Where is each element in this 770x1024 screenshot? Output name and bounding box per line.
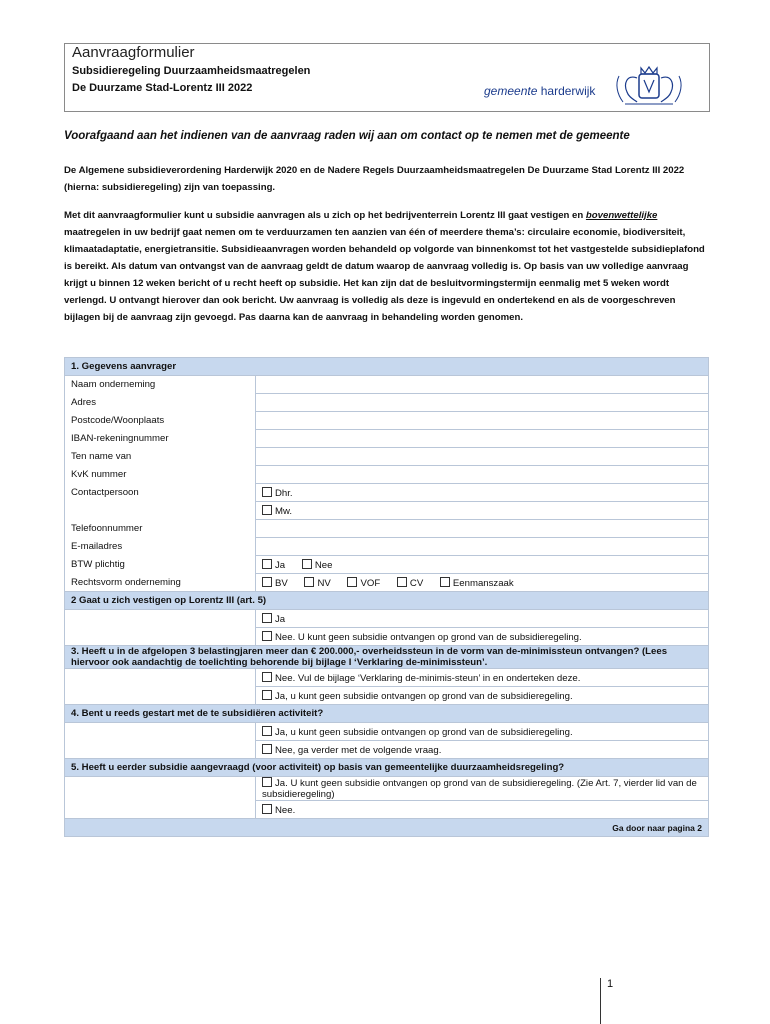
checkbox-icon[interactable] [440,577,450,587]
checkbox-icon[interactable] [347,577,357,587]
checkbox-icon[interactable] [262,613,272,623]
section-3-option-ja[interactable]: Ja, u kunt geen subsidie ontvangen op grond van de subsidieregeling. [256,687,709,705]
email-input[interactable] [256,538,709,556]
intro-paragraph-2: Met dit aanvraagformulier kunt u subsidie aanvragen als u zich op het bedrijventerrein Lorentz III gaat vestigen en bovenwettelijke maatregelen in uw bedrijf gaat nemen om te verduurzamen ten aanzien van één of meerdere thema’s: circulaire economie, biodiversiteit, klimaatadaptatie, energietransitie. Subsidieaanvragen worden behandeld op volgorde van binnenkomst tot het vastgestelde subsidieplafond is bereikt. Als datum van ontvangst van de aanvraag geldt de datum waarop de aanvraag volledig is. Op basis van uw volledige aanvraag krijgt u binnen 12 weken bericht of u recht heeft op subsidie. Het kan zijn dat de besluitvormingstermijn eenmalig met 5 weken wordt verlengd. U ontvangt hierover dan ook bericht. Uw aanvraag is volledig als deze is ingevuld en ondertekend en als de voorgeschreven bijlagen bij de aanvraag zijn gevoegd. Pas daarna kan de aanvraag in behandeling worden genomen. [64,210,705,323]
contact-option-dhr[interactable]: Dhr. [256,484,709,502]
legal-form-nv[interactable]: NV [304,578,330,589]
field-label: Telefoonnummer [65,520,256,538]
postcode-city-input[interactable] [256,412,709,430]
intro-paragraph-1: De Algemene subsidieverordening Harderwijk 2020 en de Nadere Regels Duurzaamheidsmaatregelen De Duurzame Stad Lorentz III 2022 (hierna: subsidieregeling) zijn van toepassing. [64,165,685,193]
section-5-option-ja[interactable]: Ja. U kunt geen subsidie ontvangen op grond van de subsidieregeling. (Zie Art. 7, vierder lid van de subsidieregeling) [256,777,709,801]
legal-form-eenmanszaak[interactable]: Eenmanszaak [440,578,514,589]
iban-input[interactable] [256,430,709,448]
field-label: Naam onderneming [65,376,256,394]
checkbox-icon[interactable] [262,744,272,754]
kvk-number-input[interactable] [256,466,709,484]
municipal-crest-icon [613,64,685,108]
checkbox-icon[interactable] [262,577,272,587]
section-4-heading: 4. Bent u reeds gestart met de te subsidiëren activiteit? [65,705,709,723]
btw-option-ja[interactable]: Ja [262,560,285,571]
continue-note: Ga door naar pagina 2 [65,819,709,837]
account-holder-input[interactable] [256,448,709,466]
checkbox-icon[interactable] [262,559,272,569]
checkbox-icon[interactable] [262,487,272,497]
checkbox-icon[interactable] [262,631,272,641]
phone-input[interactable] [256,520,709,538]
section-2-option-ja[interactable]: Ja [256,610,709,628]
field-label: Rechtsvorm onderneming [65,574,256,592]
field-label: E-mailadres [65,538,256,556]
checkbox-icon[interactable] [262,690,272,700]
contact-option-mw[interactable]: Mw. [256,502,709,520]
municipality-logo-text: gemeente harderwijk [484,84,596,98]
field-label: Adres [65,394,256,412]
field-label: KvK nummer [65,466,256,484]
section-4-option-nee[interactable]: Nee, ga verder met de volgende vraag. [256,741,709,759]
legal-form-cv[interactable]: CV [397,578,423,589]
underlined-term: bovenwettelijke [585,210,658,221]
checkbox-icon[interactable] [262,777,272,787]
section-2-heading: 2 Gaat u zich vestigen op Lorentz III (art. 5) [65,592,709,610]
section-3-heading: 3. Heeft u in de afgelopen 3 belastingjaren meer dan € 200.000,- overheidssteun in de vorm van de-minimissteun ontvangen? (Lees hiervoor ook aandachtig de toelichting behorende bij bijlage I ‘Verklaring de-minimissteun’. [65,646,709,669]
field-label: BTW plichtig [65,556,256,574]
btw-options [256,556,709,574]
form-subtitle: Subsidieregeling Duurzaamheidsmaatregelen [72,65,311,77]
page-number: 1 [600,978,613,1024]
address-input[interactable] [256,394,709,412]
checkbox-icon[interactable] [397,577,407,587]
header-box [64,43,710,112]
checkbox-icon[interactable] [262,505,272,515]
checkbox-icon[interactable] [304,577,314,587]
checkbox-icon[interactable] [302,559,312,569]
checkbox-icon[interactable] [262,672,272,682]
section-5-heading: 5. Heeft u eerder subsidie aangevraagd (voor activiteit) op basis van gemeentelijke duurzaamheidsregeling? [65,759,709,777]
form-subtitle-project: De Duurzame Stad-Lorentz III 2022 [72,82,253,94]
section-3-option-nee[interactable]: Nee. Vul de bijlage ‘Verklaring de-minimis-steun’ in en onderteken deze. [256,669,709,687]
legal-form-vof[interactable]: VOF [347,578,380,589]
section-4-option-ja[interactable]: Ja, u kunt geen subsidie ontvangen op grond van de subsidieregeling. [256,723,709,741]
section-5-option-nee[interactable]: Nee. [256,801,709,819]
field-label: Postcode/Woonplaats [65,412,256,430]
company-name-input[interactable] [256,376,709,394]
legal-form-bv[interactable]: BV [262,578,288,589]
field-label: Contactpersoon [65,484,256,502]
intro-heading: Voorafgaand aan het indienen van de aanvraag raden wij aan om contact op te nemen met de gemeente [64,130,630,142]
section-1-heading: 1. Gegevens aanvrager [65,358,709,376]
checkbox-icon[interactable] [262,804,272,814]
field-label: IBAN-rekeningnummer [65,430,256,448]
checkbox-icon[interactable] [262,726,272,736]
form-title: Aanvraagformulier [72,44,195,61]
field-label: Ten name van [65,448,256,466]
section-2-option-nee[interactable]: Nee. U kunt geen subsidie ontvangen op grond van de subsidieregeling. [256,628,709,646]
legal-form-options [256,574,709,592]
btw-option-nee[interactable]: Nee [302,560,333,571]
application-form-table [64,357,709,837]
